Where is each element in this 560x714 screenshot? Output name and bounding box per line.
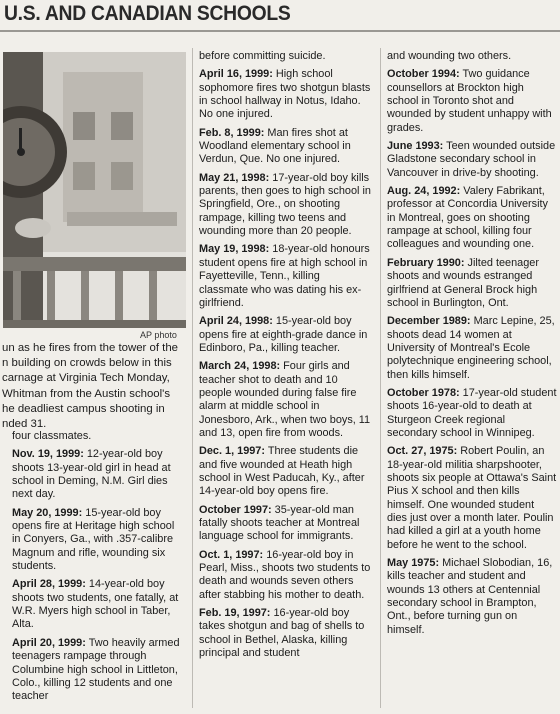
caption-line: he deadliest campus shooting in bbox=[2, 402, 165, 415]
tower-photo bbox=[3, 52, 186, 328]
entry-text: Two heavily armed teenagers rampage through Columbine high school in Littleton, Colo., killing 12 students and one teacher bbox=[12, 636, 180, 703]
timeline-entry bbox=[199, 172, 371, 239]
timeline-entry bbox=[12, 430, 182, 443]
timeline-entry bbox=[12, 507, 182, 574]
entry-text: four classmates. bbox=[12, 430, 92, 442]
entry-date: April 20, 1999: bbox=[12, 636, 86, 649]
entry-date: October 1997: bbox=[199, 503, 272, 516]
photo-credit: AP photo bbox=[140, 330, 177, 340]
entry-text: 16-year-old boy takes shotgun and bag of shells to school in Bethel, Alaska, killing principal and student bbox=[199, 607, 365, 660]
entry-text: 12-year-old boy shoots 13-year-old girl in head at school in Deming, N.M. Girl dies next day. bbox=[12, 448, 171, 501]
entry-text: and wounding two others. bbox=[387, 50, 512, 62]
entry-text: Four girls and teacher shot to death and 10 people wounded during false fire alarm at middle school in Jonesboro, Ark., when two boys, 11 and 13, open fire from woods. bbox=[199, 360, 371, 439]
timeline-entry bbox=[199, 607, 371, 660]
entry-text: High school sophomore fires two shotgun blasts in school hallway in Notus, Idaho. No one injured. bbox=[199, 68, 371, 121]
entry-text: Marc Lepine, 25, shoots dead 14 women at University of Montreal's Ecole polytechnique engineering school, then kills himself. bbox=[387, 315, 555, 381]
entry-text: Teen wounded outside Gladstone secondary school in Vancouver in drive-by shooting. bbox=[387, 140, 556, 179]
timeline-entry bbox=[199, 315, 371, 355]
timeline-entry bbox=[12, 578, 182, 631]
entry-date: April 24, 1998: bbox=[199, 315, 273, 328]
section-headline: U.S. AND CANADIAN SCHOOLS bbox=[4, 2, 291, 25]
timeline-entry bbox=[387, 315, 557, 382]
timeline-entry bbox=[199, 243, 371, 310]
caption-line: n building on crowds below in this bbox=[2, 357, 172, 370]
timeline-entry bbox=[199, 50, 371, 63]
entry-text: Jilted teenager shoots and wounds estranged girlfriend at General Brock high school in Burlington, Ont. bbox=[387, 256, 539, 309]
timeline-entry bbox=[199, 445, 371, 498]
entry-text: 15-year-old boy opens fire at Heritage high school in Conyers, Ga., with .357-calibre Magnum and rifle, wounding six students. bbox=[12, 506, 175, 573]
entry-text: 14-year-old boy shoots two students, one fatally, at W.R. Myers high school in Taber, Alta. bbox=[12, 578, 179, 631]
entry-date: May 1975: bbox=[387, 557, 440, 570]
entry-date: December 1989: bbox=[387, 315, 471, 328]
timeline-entry bbox=[387, 257, 557, 310]
timeline-entry bbox=[387, 557, 557, 637]
entry-text: before committing suicide. bbox=[199, 50, 326, 62]
timeline-entry bbox=[387, 50, 557, 63]
entry-date: May 19, 1998: bbox=[199, 243, 270, 256]
timeline-entry bbox=[199, 68, 371, 121]
timeline-entry bbox=[12, 448, 182, 501]
timeline-entry bbox=[387, 445, 557, 552]
caption-line: carnage at Virginia Tech Monday, bbox=[2, 372, 170, 385]
timeline-column-3 bbox=[387, 50, 557, 642]
entry-date: March 24, 1998: bbox=[199, 360, 281, 373]
entry-date: April 16, 1999: bbox=[199, 68, 273, 81]
entry-text: 35-year-old man fatally shoots teacher at Montreal language school for immigrants. bbox=[199, 503, 360, 543]
timeline-entry bbox=[199, 127, 371, 167]
entry-text: Three students die and five wounded at Heath high school in West Paducah, Ky., after 14-year-old boy opens fire. bbox=[199, 445, 365, 498]
headline-rule bbox=[0, 30, 560, 32]
entry-text: 17-year-old boy kills parents, then goes to high school in Springfield, Ore., on shooting rampage, killing two teens and wounding more than 20 people. bbox=[199, 171, 371, 238]
entry-date: May 21, 1998: bbox=[199, 171, 270, 184]
timeline-entry bbox=[199, 549, 371, 602]
timeline-entry bbox=[12, 637, 182, 704]
entry-date: April 28, 1999: bbox=[12, 578, 86, 591]
caption-line: Whitman from the Austin school's bbox=[2, 387, 171, 400]
timeline-entry bbox=[387, 387, 557, 440]
entry-text: Man fires shot at Woodland elementary school in Verdun, Que. No one injured. bbox=[199, 126, 351, 166]
timeline-entry bbox=[199, 504, 371, 544]
entry-date: February 1990: bbox=[387, 256, 465, 269]
entry-text: Two guidance counsellors at Brockton high school in Toronto shot and wounded by student unhappy with grades. bbox=[387, 68, 552, 134]
timeline-entry bbox=[199, 360, 371, 440]
entry-date: October 1978: bbox=[387, 386, 460, 399]
entry-date: Feb. 8, 1999: bbox=[199, 126, 265, 139]
photo-caption bbox=[2, 341, 188, 432]
entry-date: Nov. 19, 1999: bbox=[12, 448, 84, 461]
entry-date: May 20, 1999: bbox=[12, 506, 83, 519]
entry-date: Dec. 1, 1997: bbox=[199, 445, 265, 458]
entry-text: 17-year-old student shoots 16-year-old to death at Sturgeon Creek regional secondary school in Winnipeg. bbox=[387, 386, 557, 439]
timeline-column-1 bbox=[12, 430, 182, 709]
entry-text: 15-year-old boy opens fire at eighth-grade dance in Edinboro, Pa., killing teacher. bbox=[199, 315, 368, 354]
timeline-entry bbox=[387, 140, 557, 180]
entry-date: Oct. 27, 1975: bbox=[387, 445, 458, 458]
entry-text: 16-year-old boy in Pearl, Miss., shoots two students to death and wounds seven others after stabbing his mother to death. bbox=[199, 548, 371, 601]
entry-date: Feb. 19, 1997: bbox=[199, 607, 271, 620]
column-divider bbox=[192, 48, 193, 708]
entry-text: Robert Poulin, an 18-year-old militia sharpshooter, shoots six people at Ottawa's Saint Pius X school and then kills himself. One wounded student dies just over a month later. Poulin had killed a girl at a youth home before he went to the school. bbox=[387, 445, 557, 551]
entry-text: 18-year-old honours student opens fire at high school in Fayetteville, Tenn., killing classmate who was dating his ex-girlfriend. bbox=[199, 243, 370, 309]
entry-date: Aug. 24, 1992: bbox=[387, 185, 461, 198]
entry-text: Michael Slobodian, 16, kills teacher and student and wounds 13 others at Centennial secondary school in Brampton, Ont., before turning gun on himself. bbox=[387, 557, 553, 636]
timeline-entry bbox=[387, 185, 557, 252]
caption-line: un as he fires from the tower of the bbox=[2, 342, 179, 354]
timeline-column-2 bbox=[199, 50, 371, 665]
caption-line: nded 31. bbox=[2, 417, 47, 430]
column-divider bbox=[380, 48, 381, 708]
entry-date: June 1993: bbox=[387, 140, 444, 153]
entry-date: Oct. 1, 1997: bbox=[199, 548, 264, 561]
entry-text: Valery Fabrikant, professor at Concordia University in Montreal, goes on shooting rampage at school, killing four colleagues and wounding one. bbox=[387, 185, 549, 251]
tower-photo-image bbox=[3, 52, 186, 328]
entry-date: October 1994: bbox=[387, 68, 460, 81]
timeline-entry bbox=[387, 68, 557, 135]
